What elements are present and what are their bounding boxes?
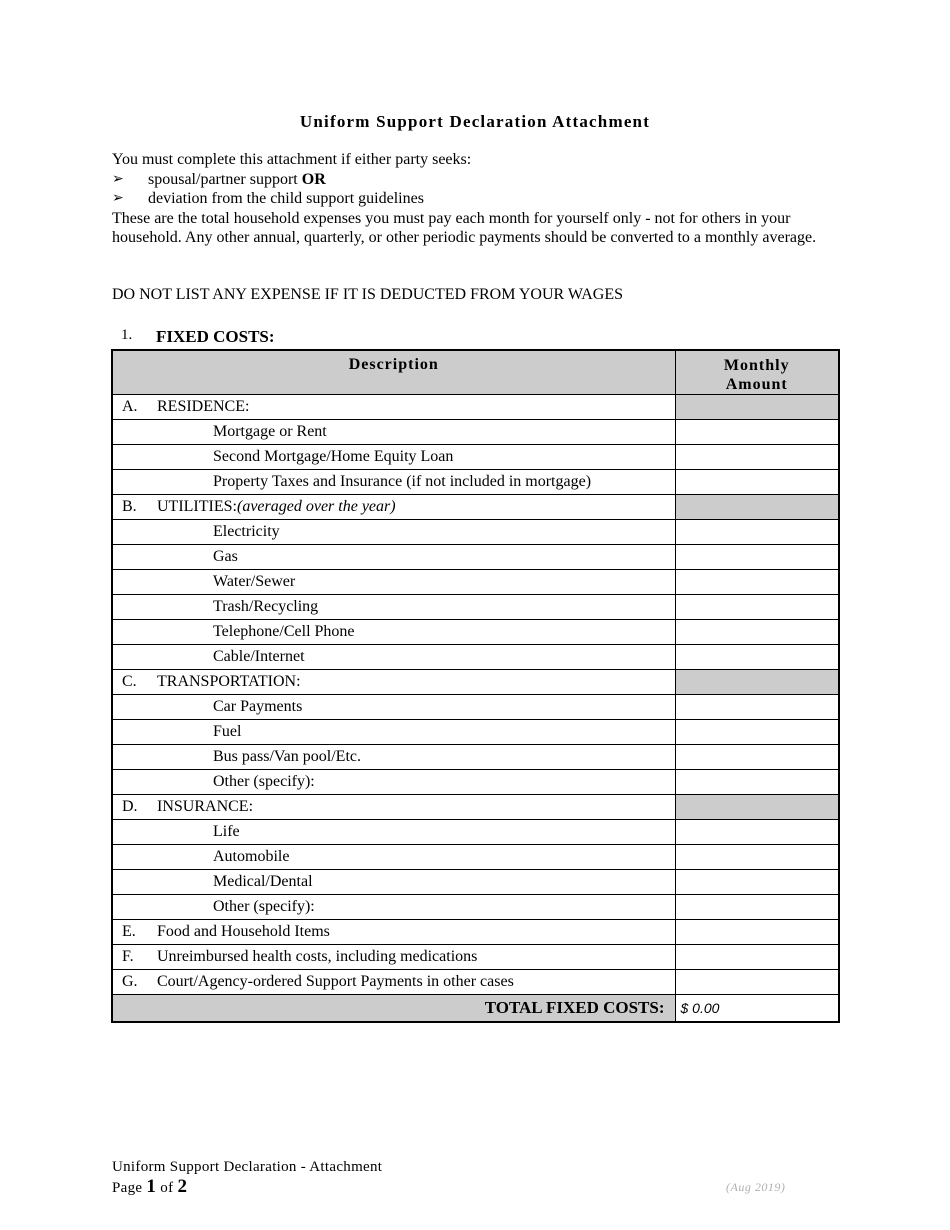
monthly-amount-field[interactable] — [675, 595, 839, 620]
row-description — [112, 970, 675, 995]
section-label: FIXED COSTS: — [156, 327, 275, 346]
table-row — [112, 945, 839, 970]
bullet-item: ➢ deviation from the child support guidelines — [112, 189, 847, 209]
instructions-bullets — [112, 170, 847, 209]
table-row — [112, 795, 839, 820]
row-description — [112, 495, 675, 520]
expense-item-label: Life — [213, 823, 240, 840]
category-letter: B. — [122, 498, 137, 515]
category-letter: E. — [122, 923, 136, 940]
row-description — [112, 745, 675, 770]
row-description — [112, 645, 675, 670]
monthly-amount-field[interactable] — [675, 420, 839, 445]
monthly-amount-field[interactable] — [675, 845, 839, 870]
expense-item-label: Water/Sewer — [213, 573, 296, 590]
monthly-amount-field[interactable] — [675, 770, 839, 795]
table-row — [112, 470, 839, 495]
expense-line-label: Unreimbursed health costs, including medications — [157, 948, 478, 965]
table-row — [112, 645, 839, 670]
expense-item-label: Medical/Dental — [213, 873, 313, 890]
table-row — [112, 620, 839, 645]
category-letter: D. — [122, 798, 138, 815]
row-description — [112, 520, 675, 545]
monthly-amount-field[interactable] — [675, 445, 839, 470]
row-description — [112, 845, 675, 870]
amount-cell-disabled — [675, 670, 839, 695]
expense-item-label: Telephone/Cell Phone — [213, 623, 355, 640]
monthly-amount-field[interactable] — [675, 695, 839, 720]
instructions-paragraph: These are the total household expenses you must pay each month for yourself only - not for others in your household. Any other annual, quarterly, or other periodic payments should be converted to a monthly average. — [112, 209, 817, 247]
table-row — [112, 770, 839, 795]
amount-cell-disabled — [675, 395, 839, 420]
monthly-amount-field[interactable] — [675, 620, 839, 645]
instructions-lead: You must complete this attachment if either party seeks: — [112, 151, 472, 168]
row-description — [112, 545, 675, 570]
category-note: (averaged over the year) — [236, 498, 396, 515]
expense-item-label: Property Taxes and Insurance (if not included in mortgage) — [213, 473, 592, 490]
table-row — [112, 720, 839, 745]
total-fixed-costs-value: $ 0.00 — [675, 995, 839, 1023]
category-letter: C. — [122, 673, 137, 690]
table-row — [112, 845, 839, 870]
expense-item-label: Automobile — [213, 848, 290, 865]
monthly-amount-field[interactable] — [675, 720, 839, 745]
expense-item-label: Second Mortgage/Home Equity Loan — [213, 448, 454, 465]
monthly-amount-field[interactable] — [675, 945, 839, 970]
expense-item-label: Cable/Internet — [213, 648, 305, 665]
row-description — [112, 770, 675, 795]
instructions — [112, 150, 847, 248]
row-description — [112, 620, 675, 645]
monthly-amount-field[interactable] — [675, 820, 839, 845]
table-row — [112, 895, 839, 920]
row-description — [112, 820, 675, 845]
total-fixed-costs-label: TOTAL FIXED COSTS: — [112, 995, 675, 1023]
table-row — [112, 520, 839, 545]
section-number: 1. — [121, 327, 133, 343]
table-row — [112, 870, 839, 895]
category-label: RESIDENCE: — [157, 398, 250, 415]
expense-line-label: Food and Household Items — [157, 923, 330, 940]
table-row — [112, 570, 839, 595]
row-description — [112, 895, 675, 920]
monthly-amount-field[interactable] — [675, 570, 839, 595]
expense-item-label: Gas — [213, 548, 238, 565]
table-row — [112, 420, 839, 445]
table-row — [112, 445, 839, 470]
arrow-bullet-icon: ➢ — [112, 171, 124, 187]
amount-cell-disabled — [675, 495, 839, 520]
table-row — [112, 695, 839, 720]
row-description — [112, 670, 675, 695]
footer-form-name: Uniform Support Declaration - Attachment — [112, 1159, 383, 1175]
monthly-amount-field[interactable] — [675, 895, 839, 920]
expense-item-label: Electricity — [213, 523, 280, 540]
expense-item-label: Fuel — [213, 723, 242, 740]
category-label: INSURANCE: — [157, 798, 254, 815]
expense-item-label: Mortgage or Rent — [213, 423, 327, 440]
row-description — [112, 695, 675, 720]
row-description — [112, 395, 675, 420]
monthly-amount-field[interactable] — [675, 870, 839, 895]
table-row — [112, 495, 839, 520]
monthly-amount-field[interactable] — [675, 745, 839, 770]
header-monthly-amount: Monthly Amount — [675, 350, 839, 395]
expense-item-label: Other (specify): — [213, 773, 315, 790]
row-description — [112, 870, 675, 895]
row-description — [112, 445, 675, 470]
category-letter: F. — [122, 948, 134, 965]
monthly-amount-field[interactable] — [675, 545, 839, 570]
expense-item-label: Other (specify): — [213, 898, 315, 915]
fixed-costs-table — [111, 349, 840, 1023]
row-description — [112, 795, 675, 820]
category-label: UTILITIES: — [157, 498, 237, 515]
bullet-item: ➢ spousal/partner support OR — [112, 170, 847, 190]
arrow-bullet-icon: ➢ — [112, 191, 124, 207]
expense-item-label: Trash/Recycling — [213, 598, 319, 615]
page-footer — [112, 1157, 382, 1198]
category-letter: A. — [122, 398, 138, 415]
row-description — [112, 570, 675, 595]
page-number: Page 1 of 2 — [112, 1176, 188, 1197]
section-heading — [112, 327, 275, 347]
table-row — [112, 595, 839, 620]
category-letter: G. — [122, 973, 138, 990]
row-description — [112, 920, 675, 945]
table-row — [112, 920, 839, 945]
category-label: TRANSPORTATION: — [157, 673, 301, 690]
wage-deduction-warning: DO NOT LIST ANY EXPENSE IF IT IS DEDUCTED FROM YOUR WAGES — [112, 286, 623, 303]
monthly-amount-field[interactable] — [675, 520, 839, 545]
expense-item-label: Bus pass/Van pool/Etc. — [213, 748, 361, 765]
monthly-amount-field[interactable] — [675, 645, 839, 670]
row-description — [112, 420, 675, 445]
table-row — [112, 820, 839, 845]
row-description — [112, 720, 675, 745]
monthly-amount-field[interactable] — [675, 970, 839, 995]
expense-line-label: Court/Agency-ordered Support Payments in other cases — [157, 973, 514, 990]
table-row — [112, 670, 839, 695]
row-description — [112, 595, 675, 620]
table-row — [112, 745, 839, 770]
table-row — [112, 970, 839, 995]
header-description: Description — [112, 350, 675, 395]
table-row — [112, 395, 839, 420]
expense-item-label: Car Payments — [213, 698, 303, 715]
amount-cell-disabled — [675, 795, 839, 820]
row-description — [112, 470, 675, 495]
table-row — [112, 545, 839, 570]
document-title: Uniform Support Declaration Attachment — [299, 112, 651, 131]
revision-date: (Aug 2019) — [726, 1180, 786, 1194]
monthly-amount-field[interactable] — [675, 470, 839, 495]
row-description — [112, 945, 675, 970]
monthly-amount-field[interactable] — [675, 920, 839, 945]
